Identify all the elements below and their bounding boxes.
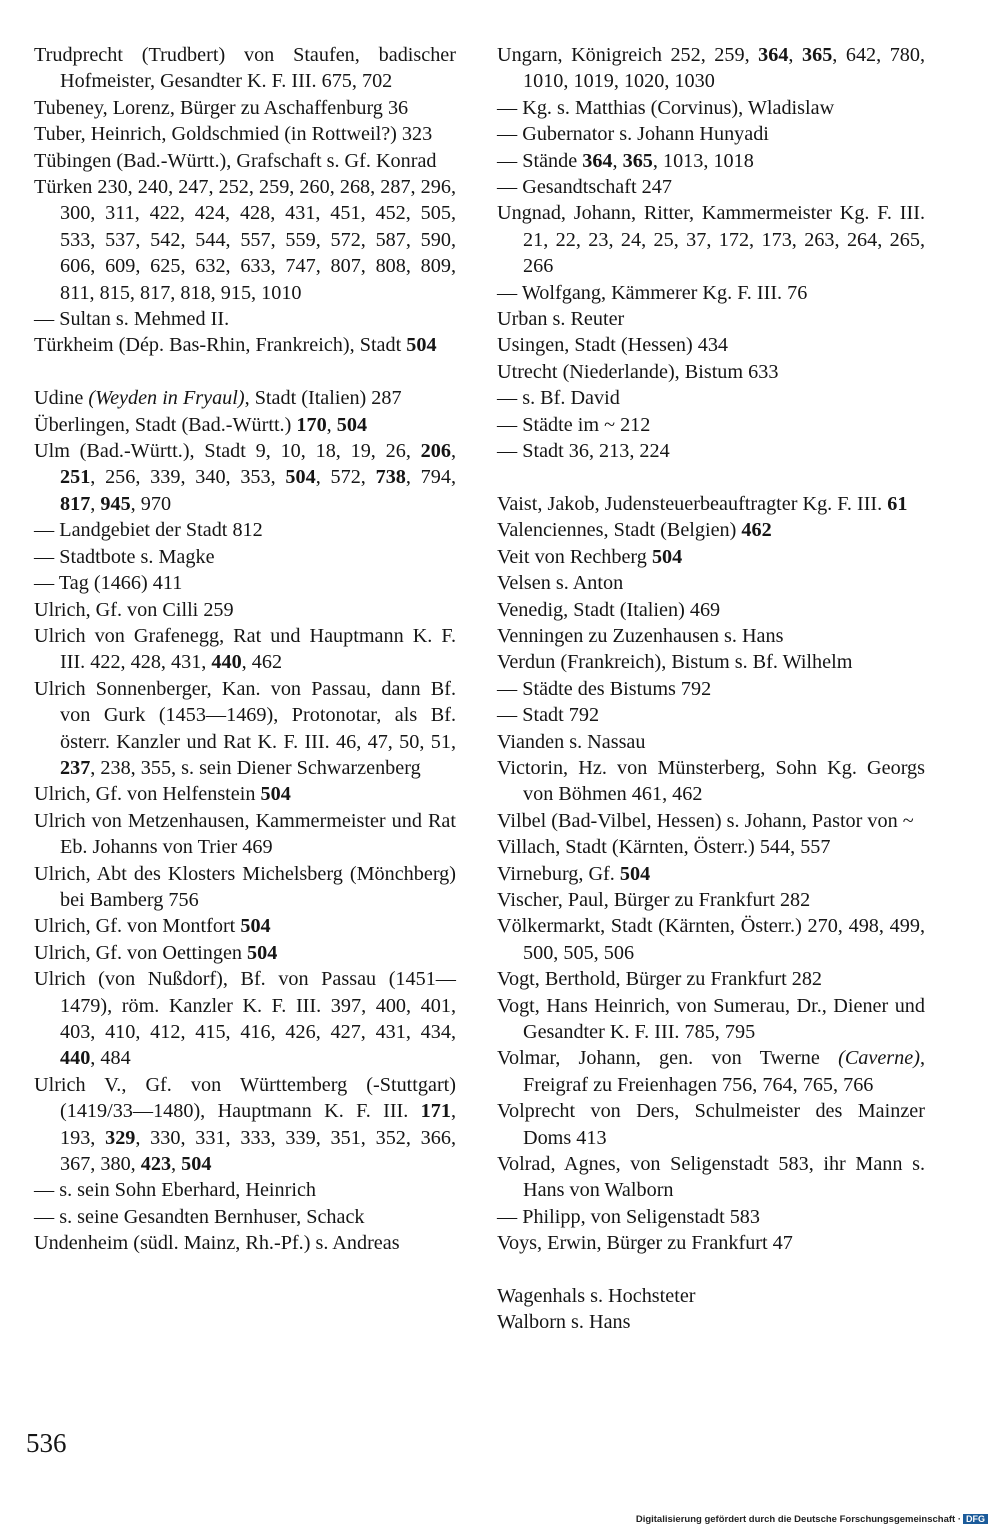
entry-text: — Sultan s. Mehmed II.	[34, 308, 230, 331]
index-entry	[497, 966, 925, 992]
entry-text: Vaist, Jakob, Judensteuerbeauftragter Kg. F. III.	[497, 492, 888, 515]
entry-text: Ulrich, Gf. von Cilli 259	[34, 598, 234, 621]
entry-text: Tübingen (Bad.-Württ.), Grafschaft s. Gf. Konrad	[34, 149, 437, 172]
entry-text: Utrecht (Niederlande), Bistum 633	[497, 360, 779, 383]
index-column-left	[34, 42, 456, 1257]
index-entry	[34, 438, 456, 517]
entry-text: Ulrich Sonnenberger, Kan. von Passau, dann Bf. von Gurk (1453—1469), Protonotar, als Bf. österr. Kanzler und Rat K. F. III. 46, 47, 50, 51,	[34, 677, 456, 753]
entry-text: Villach, Stadt (Kärnten, Österr.) 544, 557	[497, 836, 831, 859]
entry-text: Tuber, Heinrich, Goldschmied (in Rottweil?) 323	[34, 123, 433, 146]
index-entry	[34, 861, 456, 914]
entry-text: Valenciennes, Stadt (Belgien)	[497, 519, 742, 542]
entry-text: Überlingen, Stadt (Bad.-Württ.)	[34, 413, 297, 436]
bold-page-ref: 171	[420, 1100, 451, 1123]
index-entry	[497, 1098, 925, 1151]
entry-text: Vianden s. Nassau	[497, 730, 646, 753]
index-entry	[497, 121, 925, 147]
bold-page-ref: 329	[105, 1126, 136, 1149]
index-entry	[497, 649, 925, 675]
bold-page-ref: 365	[802, 44, 833, 66]
index-entry	[497, 306, 925, 332]
index-entry	[497, 755, 925, 808]
entry-text: Ulrich (von Nußdorf), Bf. von Passau (1451—1479), röm. Kanzler K. F. III. 397, 400, 401, 403, 410, 412, 415, 416, 426, 427, 431, 434,	[34, 968, 456, 1044]
entry-text: — Philipp, von Seligenstadt 583	[497, 1205, 760, 1228]
bold-page-ref: 504	[285, 466, 316, 489]
index-entry	[497, 913, 925, 966]
index-entry	[34, 174, 456, 306]
entry-text: Volmar, Johann, gen. von Twerne	[497, 1047, 839, 1070]
bold-page-ref: 364	[758, 44, 789, 66]
bold-page-ref: 504	[406, 334, 437, 357]
index-entry	[497, 148, 925, 174]
entry-text: Voys, Erwin, Bürger zu Frankfurt 47	[497, 1232, 793, 1255]
entry-text: Vogt, Hans Heinrich, von Sumerau, Dr., Diener und Gesandter K. F. III. 785, 795	[497, 994, 925, 1044]
entry-text: Venedig, Stadt (Italien) 469	[497, 598, 721, 621]
bold-page-ref: 504	[619, 862, 651, 885]
index-entry	[34, 332, 456, 358]
entry-text: Volprecht von Ders, Schulmeister des Mainzer Doms 413	[497, 1100, 925, 1149]
credit-text: Digitalisierung gefördert durch die Deutsche Forschungsgemeinschaft ·	[635, 1514, 961, 1525]
bold-page-ref: 440	[60, 1047, 91, 1070]
entry-text: , 794,	[405, 466, 457, 489]
entry-text: ,	[612, 149, 623, 172]
entry-text: — Gubernator s. Johann Hunyadi	[497, 123, 769, 146]
entry-text: — Kg. s. Matthias (Corvinus), Wladislaw	[497, 96, 835, 119]
entry-text: Venningen zu Zuzenhausen s. Hans	[497, 624, 784, 647]
entry-text: — Städte des Bistums 792	[497, 677, 712, 700]
entry-text: Volrad, Agnes, von Seligenstadt 583, ihr Mann s. Hans von Walborn	[497, 1153, 925, 1202]
index-entry	[497, 359, 925, 385]
entry-text: , 193,	[60, 1100, 456, 1149]
entry-text: Tubeney, Lorenz, Bürger zu Aschaffenburg 36	[34, 96, 409, 119]
bold-page-ref: 738	[375, 466, 406, 489]
index-entry	[497, 702, 925, 728]
entry-text: Ulrich, Gf. von Helfenstein	[34, 783, 261, 806]
index-entry	[497, 861, 925, 887]
index-entry	[34, 412, 456, 438]
entry-text: Ulrich von Metzenhausen, Kammermeister und Rat Eb. Johanns von Trier 469	[34, 809, 456, 859]
index-entry	[497, 332, 925, 358]
index-entry	[497, 623, 925, 649]
entry-text: — Gesandtschaft 247	[497, 176, 672, 199]
entry-text: Völkermarkt, Stadt (Kärnten, Österr.) 270, 498, 499, 500, 505, 506	[497, 915, 925, 964]
bold-page-ref: 206	[420, 440, 451, 463]
entry-text: Ulrich, Gf. von Oettingen	[34, 941, 248, 964]
entry-text: — Stände	[497, 149, 583, 172]
section-gap	[497, 465, 925, 491]
index-entry	[34, 306, 456, 332]
entry-text: , 642, 780, 1010, 1019, 1020, 1030	[523, 44, 926, 93]
index-entry	[34, 42, 456, 95]
index-entry	[497, 1045, 925, 1098]
entry-text: Undenheim (südl. Mainz, Rh.-Pf.) s. Andreas	[34, 1232, 400, 1255]
index-column-right	[497, 42, 925, 1336]
entry-text: — Landgebiet der Stadt 812	[34, 519, 263, 542]
dfg-logo: DFG	[963, 1514, 988, 1524]
bold-page-ref: 504	[181, 1153, 212, 1176]
entry-text: , Stadt (Italien) 287	[244, 387, 402, 410]
index-entry	[497, 42, 925, 95]
entry-text: Velsen s. Anton	[497, 572, 624, 595]
index-entry	[497, 597, 925, 623]
index-entry	[34, 913, 456, 939]
entry-text: Walborn s. Hans	[497, 1311, 631, 1334]
entry-text: , 572,	[315, 466, 376, 489]
entry-text: Usingen, Stadt (Hessen) 434	[497, 334, 729, 357]
entry-text: Urban s. Reuter	[497, 308, 625, 331]
index-entry	[34, 781, 456, 807]
bold-page-ref: 170	[296, 413, 327, 436]
index-entry	[34, 1072, 456, 1178]
index-entry	[497, 385, 925, 411]
index-entry	[497, 95, 925, 121]
bold-page-ref: 237	[60, 756, 91, 779]
index-entry	[34, 1177, 456, 1203]
index-entry	[34, 966, 456, 1072]
entry-text: Trudprecht (Trudbert) von Staufen, badischer Hofmeister, Gesandter K. F. III. 675, 702	[34, 44, 456, 93]
entry-text: , 462	[241, 651, 283, 674]
entry-text: , 970	[130, 492, 172, 515]
entry-text: Ungarn, Königreich 252, 259,	[497, 44, 759, 66]
index-entry	[497, 200, 925, 279]
entry-text: ,	[326, 413, 337, 436]
entry-text: Ungnad, Johann, Ritter, Kammermeister Kg. F. III. 21, 22, 23, 24, 25, 37, 172, 173, 263, 264, 265, 266	[497, 202, 925, 278]
entry-text: — Städte im ~ 212	[497, 413, 651, 436]
entry-text: Victorin, Hz. von Münsterberg, Sohn Kg. Georgs von Böhmen 461, 462	[497, 756, 925, 806]
index-entry	[497, 174, 925, 200]
index-entry	[497, 808, 925, 834]
index-entry	[34, 940, 456, 966]
entry-text: , 238, 355, s. sein Diener Schwarzenberg	[90, 756, 421, 779]
entry-text: Ulrich V., Gf. von Württemberg (-Stuttgart) (1419/33—1480), Hauptmann K. F. III.	[34, 1073, 456, 1123]
index-entry	[497, 993, 925, 1046]
entry-text: — s. seine Gesandten Bernhuser, Schack	[34, 1205, 365, 1228]
index-entry	[34, 544, 456, 570]
index-entry	[497, 491, 925, 517]
index-entry	[497, 1283, 925, 1309]
italic-text: (Caverne)	[838, 1047, 920, 1070]
index-entry	[497, 517, 925, 543]
entry-text: — Stadt 792	[497, 704, 600, 727]
index-entry	[497, 676, 925, 702]
entry-text: — Wolfgang, Kämmerer Kg. F. III. 76	[497, 281, 808, 304]
entry-text: — Tag (1466) 411	[34, 572, 183, 595]
italic-text: (Weyden in Fryaul)	[88, 387, 245, 410]
bold-page-ref: 504	[651, 545, 683, 568]
index-entry	[34, 808, 456, 861]
bold-page-ref: 504	[240, 915, 271, 938]
entry-text: Wagenhals s. Hochsteter	[497, 1285, 696, 1308]
entry-text: , Freigraf zu Freienhagen 756, 764, 765, 766	[523, 1047, 925, 1096]
entry-text: Vilbel (Bad-Vilbel, Hessen) s. Johann, Pastor von ~	[497, 809, 914, 832]
bold-page-ref: 817	[60, 492, 91, 515]
index-entry	[34, 570, 456, 596]
bold-page-ref: 504	[260, 783, 291, 806]
entry-text: Ulrich, Abt des Klosters Michelsberg (Mönchberg) bei Bamberg 756	[34, 862, 456, 911]
index-entry	[497, 1151, 925, 1204]
entry-text: , 256, 339, 340, 353,	[90, 466, 286, 489]
bold-page-ref: 61	[887, 492, 908, 515]
section-gap	[34, 359, 456, 385]
entry-text: Türken 230, 240, 247, 252, 259, 260, 268, 287, 296, 300, 311, 422, 424, 428, 431, 451, 452, 505, 533, 537, 542, 544, 557, 559, 572, 587, 590, 606, 609, 625, 632, 633, 747, 807, 808, 809, 811, 815, 817, 818, 915, 1010	[34, 176, 456, 304]
entry-text: ,	[171, 1153, 182, 1176]
entry-text: Vischer, Paul, Bürger zu Frankfurt 282	[497, 888, 811, 911]
index-entry	[34, 597, 456, 623]
entry-text: Udine	[34, 387, 89, 410]
bold-page-ref: 504	[247, 941, 278, 964]
entry-text: Verdun (Frankreich), Bistum s. Bf. Wilhelm	[497, 651, 853, 674]
index-entry	[34, 676, 456, 782]
index-entry	[497, 544, 925, 570]
entry-text: Türkheim (Dép. Bas-Rhin, Frankreich), Stadt	[34, 334, 407, 357]
index-entry	[34, 148, 456, 174]
index-entry	[34, 623, 456, 676]
entry-text: Veit von Rechberg	[497, 545, 652, 568]
bold-page-ref: 364	[582, 149, 613, 172]
index-entry	[497, 1230, 925, 1256]
section-gap	[497, 1257, 925, 1283]
index-entry	[34, 121, 456, 147]
entry-text: — Stadt 36, 213, 224	[497, 440, 670, 463]
digitization-credit	[636, 1514, 988, 1525]
bold-page-ref: 365	[622, 149, 653, 172]
entry-text: Ulrich von Grafenegg, Rat und Hauptmann K. F. III. 422, 428, 431,	[34, 624, 456, 674]
index-entry	[34, 1204, 456, 1230]
entry-text: Vogt, Berthold, Bürger zu Frankfurt 282	[497, 968, 823, 991]
bold-page-ref: 504	[336, 413, 368, 436]
index-entry	[34, 95, 456, 121]
index-entry	[34, 385, 456, 411]
entry-text: ,	[788, 44, 802, 66]
index-entry	[497, 412, 925, 438]
bold-page-ref: 945	[100, 492, 131, 515]
index-entry	[497, 1204, 925, 1230]
entry-text: — s. Bf. David	[497, 387, 620, 410]
entry-text: Ulm (Bad.-Württ.), Stadt 9, 10, 18, 19, 26,	[34, 440, 421, 463]
page-number: 536	[26, 1428, 67, 1458]
bold-page-ref: 251	[60, 466, 91, 489]
entry-text: Ulrich, Gf. von Montfort	[34, 915, 241, 938]
index-entry	[497, 1309, 925, 1335]
index-entry	[34, 517, 456, 543]
bold-page-ref: 423	[140, 1153, 172, 1176]
entry-text: ,	[450, 440, 456, 463]
index-entry	[497, 729, 925, 755]
entry-text: — s. sein Sohn Eberhard, Heinrich	[34, 1179, 317, 1202]
entry-text: Virneburg, Gf.	[497, 862, 620, 885]
entry-text: ,	[90, 492, 101, 515]
index-entry	[497, 438, 925, 464]
index-entry	[34, 1230, 456, 1256]
index-entry	[497, 280, 925, 306]
entry-text: , 1013, 1018	[652, 149, 754, 172]
index-entry	[497, 570, 925, 596]
entry-text: — Stadtbote s. Magke	[34, 545, 215, 568]
entry-text: , 330, 331, 333, 339, 351, 352, 366, 367, 380,	[60, 1126, 457, 1176]
index-entry	[497, 887, 925, 913]
bold-page-ref: 440	[211, 651, 242, 674]
index-entry	[497, 834, 925, 860]
bold-page-ref: 462	[741, 519, 772, 542]
entry-text: , 484	[90, 1047, 131, 1070]
